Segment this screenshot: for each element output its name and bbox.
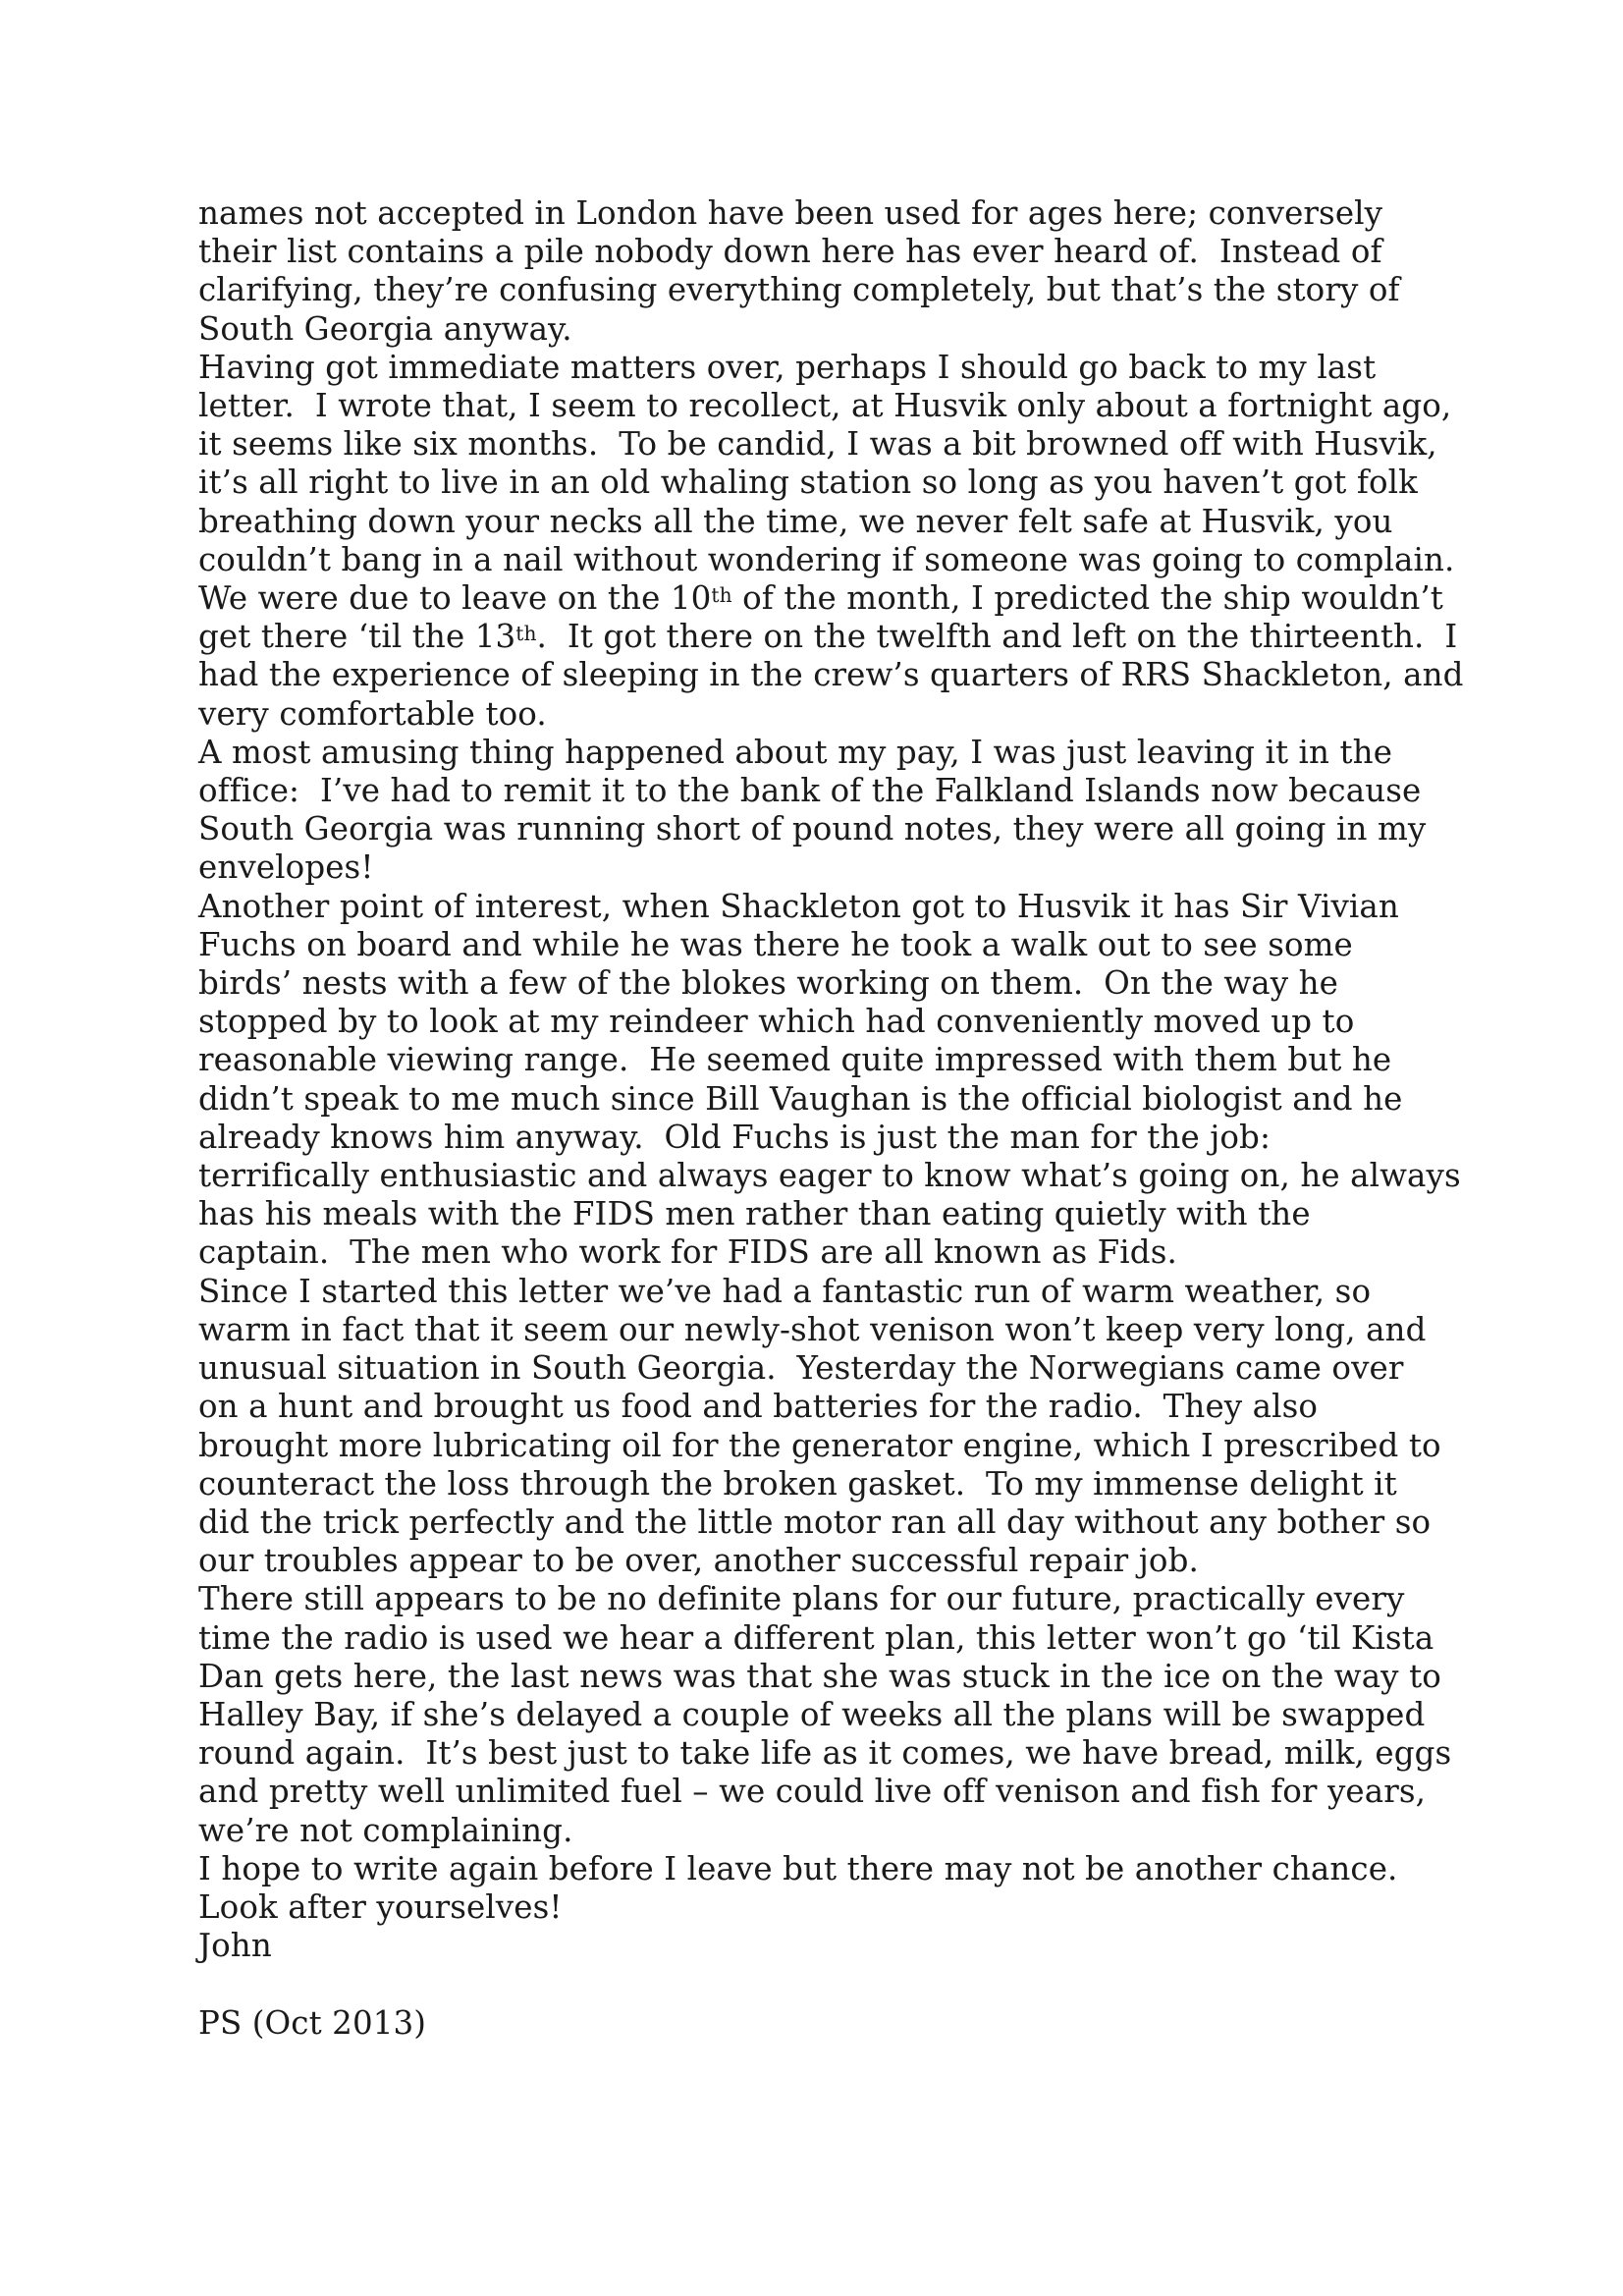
text-line bbox=[198, 810, 1475, 848]
text-run: A most amusing thing happened about my pay, I was just leaving it in the bbox=[198, 733, 1393, 771]
text-run: breathing down your necks all the time, we never felt safe at Husvik, you bbox=[198, 502, 1393, 540]
text-line bbox=[198, 464, 1475, 502]
text-line bbox=[198, 579, 1475, 618]
text-line bbox=[198, 1195, 1475, 1233]
letter-page bbox=[198, 194, 1475, 2043]
text-run: birds’ nests with a few of the blokes working on them. On the way he bbox=[198, 964, 1338, 1003]
text-run: on a hunt and brought us food and batteries for the radio. They also bbox=[198, 1388, 1319, 1426]
text-run: captain. The men who work for FIDS are all known as Fids. bbox=[198, 1233, 1177, 1272]
text-line bbox=[198, 656, 1475, 694]
letter-paragraph bbox=[198, 1580, 1475, 1849]
text-run: warm in fact that it seem our newly-shot venison won’t keep very long, and bbox=[198, 1310, 1427, 1348]
letter-paragraph bbox=[198, 349, 1475, 734]
text-run: South Georgia anyway. bbox=[198, 309, 572, 348]
text-run: letter. I wrote that, I seem to recollect, at Husvik only about a fortnight ago, bbox=[198, 387, 1452, 425]
ordinal-superscript: th bbox=[515, 622, 537, 646]
text-line bbox=[198, 848, 1475, 887]
text-run: already knows him anyway. Old Fuchs is just the man for the job: bbox=[198, 1118, 1271, 1156]
text-run: didn’t speak to me much since Bill Vaughan is the official biologist and he bbox=[198, 1079, 1403, 1118]
letter-paragraph bbox=[198, 734, 1475, 888]
text-line bbox=[198, 1311, 1475, 1349]
text-run: stopped by to look at my reindeer which had conveniently moved up to bbox=[198, 1003, 1355, 1041]
text-line bbox=[198, 964, 1475, 1003]
text-line bbox=[198, 1465, 1475, 1503]
text-line bbox=[198, 1503, 1475, 1542]
text-run: . It got there on the twelfth and left on the thirteenth. I bbox=[536, 618, 1458, 656]
text-line bbox=[198, 1003, 1475, 1041]
text-run: did the trick perfectly and the little motor ran all day without any bother so bbox=[198, 1503, 1432, 1541]
text-line bbox=[198, 1157, 1475, 1195]
text-run: counteract the loss through the broken gasket. To my immense delight it bbox=[198, 1464, 1397, 1503]
letter-paragraph bbox=[198, 1273, 1475, 1581]
text-run: We were due to leave on the 10 bbox=[198, 579, 712, 618]
text-line bbox=[198, 695, 1475, 734]
text-run: John bbox=[198, 1927, 272, 1965]
text-run: Fuchs on board and while he was there he took a walk out to see some bbox=[198, 925, 1353, 963]
text-line bbox=[198, 1850, 1475, 1888]
text-run: get there ‘til the 13 bbox=[198, 618, 516, 656]
text-run: time the radio is used we hear a different plan, this letter won’t go ‘til Kista bbox=[198, 1618, 1434, 1657]
text-line bbox=[198, 503, 1475, 541]
text-run: brought more lubricating oil for the generator engine, which I prescribed to bbox=[198, 1426, 1441, 1464]
text-run: terrifically enthusiastic and always eager to know what’s going on, he always bbox=[198, 1157, 1461, 1195]
text-run: Another point of interest, when Shackleton got to Husvik it has Sir Vivian bbox=[198, 887, 1399, 925]
text-run: and pretty well unlimited fuel – we could live off venison and fish for years, bbox=[198, 1773, 1427, 1811]
text-line bbox=[198, 772, 1475, 810]
text-run: had the experience of sleeping in the crew’s quarters of RRS Shackleton, and bbox=[198, 656, 1464, 694]
text-line bbox=[198, 1427, 1475, 1465]
text-run: couldn’t bang in a nail without wondering if someone was going to complain. bbox=[198, 540, 1455, 578]
text-run: envelopes! bbox=[198, 848, 374, 887]
text-run: Halley Bay, if she’s delayed a couple of weeks all the plans will be swapped bbox=[198, 1695, 1426, 1733]
text-line bbox=[198, 387, 1475, 425]
text-run: names not accepted in London have been used for ages here; conversely bbox=[198, 194, 1383, 232]
text-line bbox=[198, 1273, 1475, 1311]
letter-paragraph bbox=[198, 2004, 1475, 2043]
text-line bbox=[198, 233, 1475, 271]
text-line bbox=[198, 1696, 1475, 1734]
text-line bbox=[198, 734, 1475, 772]
text-line bbox=[198, 1080, 1475, 1119]
text-line bbox=[198, 1388, 1475, 1426]
text-line bbox=[198, 541, 1475, 579]
text-line bbox=[198, 1927, 1475, 1965]
text-run: their list contains a pile nobody down here has ever heard of. Instead of bbox=[198, 233, 1382, 271]
text-line bbox=[198, 1773, 1475, 1811]
letter-paragraph bbox=[198, 1850, 1475, 1966]
text-run: very comfortable too. bbox=[198, 694, 547, 733]
text-run: our troubles appear to be over, another successful repair job. bbox=[198, 1542, 1199, 1580]
text-run: Having got immediate matters over, perhaps I should go back to my last bbox=[198, 348, 1377, 386]
text-line bbox=[198, 1812, 1475, 1850]
text-line bbox=[198, 1619, 1475, 1658]
text-line bbox=[198, 618, 1475, 656]
text-line bbox=[198, 1349, 1475, 1388]
text-run: of the month, I predicted the ship wouldn’t bbox=[731, 579, 1443, 618]
text-line bbox=[198, 194, 1475, 233]
text-run: clarifying, they’re confusing everything completely, but that’s the story of bbox=[198, 271, 1400, 309]
text-run: There still appears to be no definite plans for our future, practically every bbox=[198, 1580, 1405, 1618]
text-run: round again. It’s best just to take life as it comes, we have bread, milk, eggs bbox=[198, 1734, 1452, 1773]
text-run: office: I’ve had to remit it to the bank of the Falkland Islands now because bbox=[198, 772, 1422, 810]
text-run: South Georgia was running short of pound notes, they were all going in my bbox=[198, 810, 1427, 848]
text-line bbox=[198, 310, 1475, 349]
text-run: unusual situation in South Georgia. Yesterday the Norwegians came over bbox=[198, 1349, 1404, 1388]
letter-paragraph bbox=[198, 888, 1475, 1273]
text-run: we’re not complaining. bbox=[198, 1811, 573, 1849]
text-run: Look after yourselves! bbox=[198, 1887, 563, 1926]
text-line bbox=[198, 1580, 1475, 1618]
text-line bbox=[198, 1734, 1475, 1773]
text-line bbox=[198, 271, 1475, 309]
text-line bbox=[198, 1542, 1475, 1580]
text-run: it’s all right to live in an old whaling station so long as you haven’t got folk bbox=[198, 464, 1418, 502]
text-run: PS (Oct 2013) bbox=[198, 2003, 427, 2042]
text-line bbox=[198, 1888, 1475, 1927]
text-run: I hope to write again before I leave but there may not be another chance. bbox=[198, 1849, 1398, 1887]
text-line bbox=[198, 926, 1475, 964]
text-run: Since I started this letter we’ve had a fantastic run of warm weather, so bbox=[198, 1272, 1372, 1310]
text-line bbox=[198, 1233, 1475, 1272]
text-line bbox=[198, 1658, 1475, 1696]
text-run: has his meals with the FIDS men rather than eating quietly with the bbox=[198, 1195, 1311, 1233]
text-line bbox=[198, 888, 1475, 926]
text-line bbox=[198, 349, 1475, 387]
text-run: reasonable viewing range. He seemed quite impressed with them but he bbox=[198, 1041, 1392, 1079]
paragraph-gap bbox=[198, 1965, 1475, 2003]
text-line bbox=[198, 425, 1475, 464]
letter-paragraph bbox=[198, 194, 1475, 349]
text-line bbox=[198, 1119, 1475, 1157]
ordinal-superscript: th bbox=[711, 582, 732, 607]
text-run: it seems like six months. To be candid, I was a bit browned off with Husvik, bbox=[198, 425, 1437, 464]
text-line bbox=[198, 2004, 1475, 2043]
text-line bbox=[198, 1041, 1475, 1079]
text-run: Dan gets here, the last news was that she was stuck in the ice on the way to bbox=[198, 1657, 1441, 1695]
